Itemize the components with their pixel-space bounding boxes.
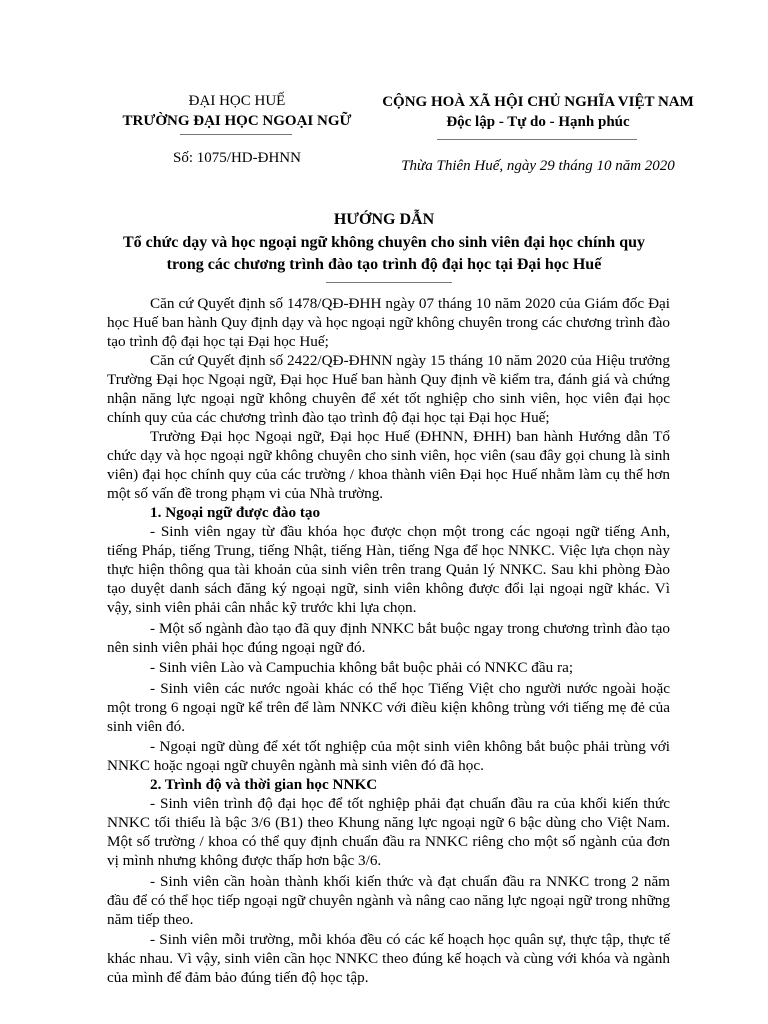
- document-date: Thừa Thiên Huế, ngày 29 tháng 10 năm 2020: [401, 158, 675, 174]
- section-2-item-3: - Sinh viên mỗi trường, mỗi khóa đều có các kế hoạch học quân sự, thực tập, thực tế khác nhau. Vì vậy, sinh viên cần học NNKC theo đúng kế hoạch và cùng với khóa và ngành của mình để đảm bảo đúng tiến độ học tập.: [107, 931, 670, 986]
- section-1-item-2: - Một số ngành đào tạo đã quy định NNKC bắt buộc ngay trong chương trình đào tạo nên sinh viên phải học đúng ngoại ngữ đó.: [107, 619, 670, 656]
- paragraph-basis-1: Căn cứ Quyết định số 1478/QĐ-ĐHH ngày 07 tháng 10 năm 2020 của Giám đốc Đại học Huế ban hành Quy định dạy và học ngoại ngữ không chuyên trong các chương trình đào tạo trình độ đại học tại Đại học Huế;: [107, 295, 670, 350]
- section-2-item-2: - Sinh viên cần hoàn thành khối kiến thức và đạt chuẩn đầu ra NNKC trong 2 năm đầu để có thể học tiếp ngoại ngữ chuyên ngành và nâng cao năng lực ngoại ngữ trong những năm tiếp theo.: [107, 872, 670, 928]
- paragraph-basis-2: Căn cứ Quyết định số 2422/QĐ-ĐHNN ngày 15 tháng 10 năm 2020 của Hiệu trưởng Trường Đại học Ngoại ngữ, Đại học Huế ban hành Quy định về kiểm tra, đánh giá và chứng nhận năng lực ngoại ngữ không chuyên để xét tốt nghiệp cho sinh viên, học viên đại học chính quy của các chương trình đào tạo trình độ đại học tại Đại học Huế;: [107, 352, 670, 426]
- header-right: [370, 92, 706, 132]
- title-divider: [326, 282, 452, 283]
- section-1-item-5: - Ngoại ngữ dùng để xét tốt nghiệp của một sinh viên không bắt buộc phải trùng với NNKC hoặc ngoại ngữ chuyên ngành mà sinh viên đó đã học.: [107, 738, 670, 774]
- header-org-name: TRƯỜNG ĐẠI HỌC NGOẠI NGỮ: [122, 113, 352, 129]
- document-subtitle: [60, 232, 708, 276]
- document-body: [107, 294, 670, 987]
- section-1-item-3: - Sinh viên Lào và Campuchia không bắt buộc phải có NNKC đầu ra;: [150, 659, 574, 676]
- header-org-parent: ĐẠI HỌC HUẾ: [188, 93, 286, 109]
- header-right-divider: [437, 139, 637, 140]
- paragraph-intro: Trường Đại học Ngoại ngữ, Đại học Huế (ĐHNN, ĐHH) ban hành Hướng dẫn Tổ chức dạy và học ngoại ngữ không chuyên cho sinh viên, học viên (sau đây gọi chung là sinh viên) đại học chính quy của các trường / khoa thành viên Đại học Huế nhằm làm cụ thể hơn một số vấn đề trong phạm vi của Nhà trường.: [107, 428, 670, 502]
- section-1-heading: 1. Ngoại ngữ được đào tạo: [150, 504, 321, 521]
- document-title: HƯỚNG DẪN: [333, 211, 435, 228]
- section-2-item-1: - Sinh viên trình độ đại học để tốt nghiệp phải đạt chuẩn đầu ra của khối kiến thức NNKC tối thiểu là bậc 3/6 (B1) theo Khung năng lực ngoại ngữ 6 bậc dùng cho Việt Nam. Một số trường / khoa có thể quy định chuẩn đầu ra NNKC riêng cho một số ngành của đơn vị mình nhưng không được thấp hơn bậc 3/6.: [107, 795, 670, 869]
- document-number: Số: 1075/HD-ĐHNN: [173, 150, 301, 166]
- section-1-item-1: - Sinh viên ngay từ đầu khóa học được chọn một trong các ngoại ngữ tiếng Anh, tiếng Pháp, tiếng Trung, tiếng Nhật, tiếng Hàn, tiếng Nga để học NNKC. Việc lựa chọn này thực hiện thông qua tài khoản của sinh viên trên trang Quản lý NNKC. Sau khi phòng Đào tạo duyệt danh sách đăng ký ngoại ngữ, sinh viên không được đổi lại ngoại ngữ khác. Vì vậy, sinh viên phải cân nhắc kỹ trước khi lựa chọn.: [107, 523, 670, 616]
- subtitle-line-2: trong các chương trình đào tạo trình độ đại học tại Đại học Huế: [166, 256, 602, 273]
- header-left: [106, 91, 368, 131]
- national-title: CỘNG HOÀ XÃ HỘI CHỦ NGHĨA VIỆT NAM: [382, 94, 694, 110]
- header-left-divider: [180, 134, 292, 135]
- national-motto: Độc lập - Tự do - Hạnh phúc: [446, 114, 630, 130]
- subtitle-line-1: Tổ chức dạy và học ngoại ngữ không chuyên cho sinh viên đại học chính quy: [122, 234, 645, 251]
- section-1-item-4: - Sinh viên các nước ngoài khác có thể học Tiếng Việt cho người nước ngoài hoặc một trong 6 ngoại ngữ kể trên để làm NNKC với điều kiện không trùng với tiếng mẹ đẻ của sinh viên đó.: [107, 679, 670, 735]
- section-2-heading: 2. Trình độ và thời gian học NNKC: [150, 776, 378, 793]
